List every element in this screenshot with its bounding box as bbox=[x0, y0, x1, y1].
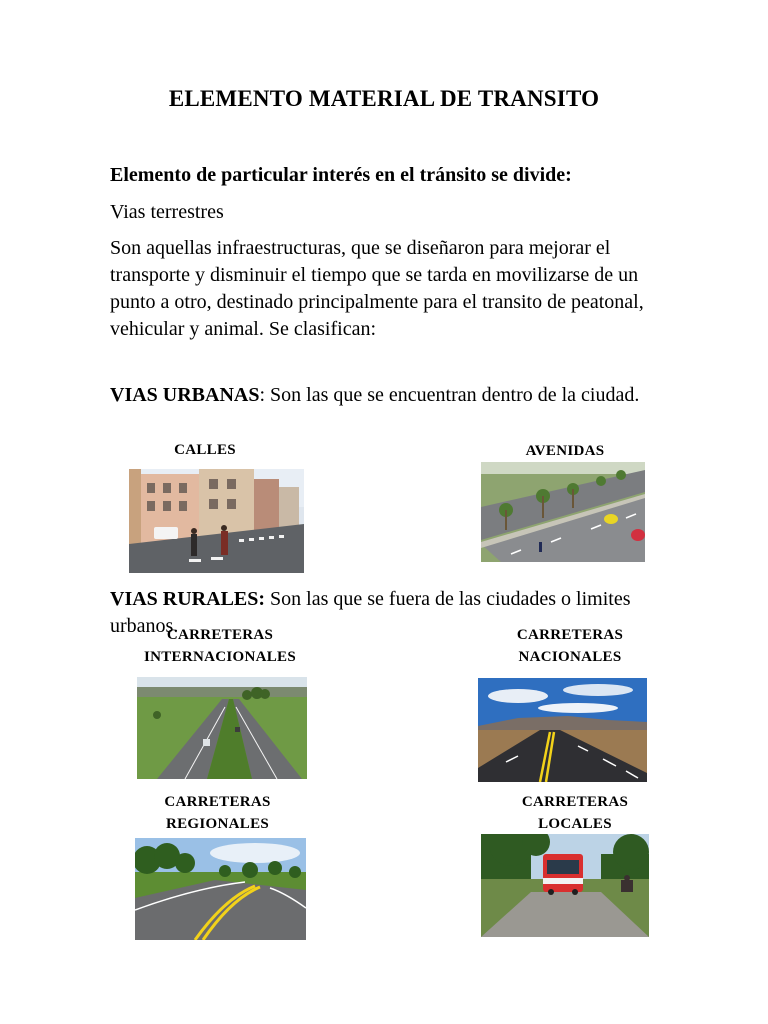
intro-paragraph: Son aquellas infraestructuras, que se diseñaron para mejorar el transporte y disminuir el tiempo que se tarda en movilizarse de un punto a otro, destinado principalmente para el transito de peatonal, vehicular y animal. Se clasifican: bbox=[110, 237, 644, 340]
caption-calles: CALLES bbox=[174, 442, 236, 458]
document-title: ELEMENTO MATERIAL DE TRANSITO bbox=[168, 86, 600, 111]
street-photo bbox=[129, 469, 304, 573]
caption-locales: CARRETERAS LOCALES bbox=[521, 794, 629, 832]
avenue-photo bbox=[481, 462, 645, 562]
urban-roads-paragraph bbox=[110, 382, 670, 409]
national-highway-photo bbox=[478, 678, 647, 782]
international-highway-photo bbox=[137, 677, 307, 779]
section-heading: Vias terrestres bbox=[110, 201, 224, 223]
caption-avenidas: AVENIDAS bbox=[525, 443, 605, 459]
rural-label: VIAS RURALES: bbox=[110, 588, 266, 610]
local-road-photo bbox=[481, 834, 649, 937]
caption-internacionales: CARRETERAS INTERNACIONALES bbox=[143, 627, 297, 665]
regional-highway-photo bbox=[135, 838, 306, 940]
urban-text: : Son las que se encuentran dentro de la ciudad. bbox=[259, 384, 640, 406]
urban-label: VIAS URBANAS bbox=[110, 384, 260, 406]
subtitle: Elemento de particular interés en el tránsito se divide: bbox=[110, 164, 572, 186]
caption-nacionales: CARRETERAS NACIONALES bbox=[516, 627, 624, 665]
rural-text: Son las que se fuera de las ciudades o limites urbanos. bbox=[110, 588, 631, 637]
caption-regionales: CARRETERAS REGIONALES bbox=[164, 794, 271, 832]
